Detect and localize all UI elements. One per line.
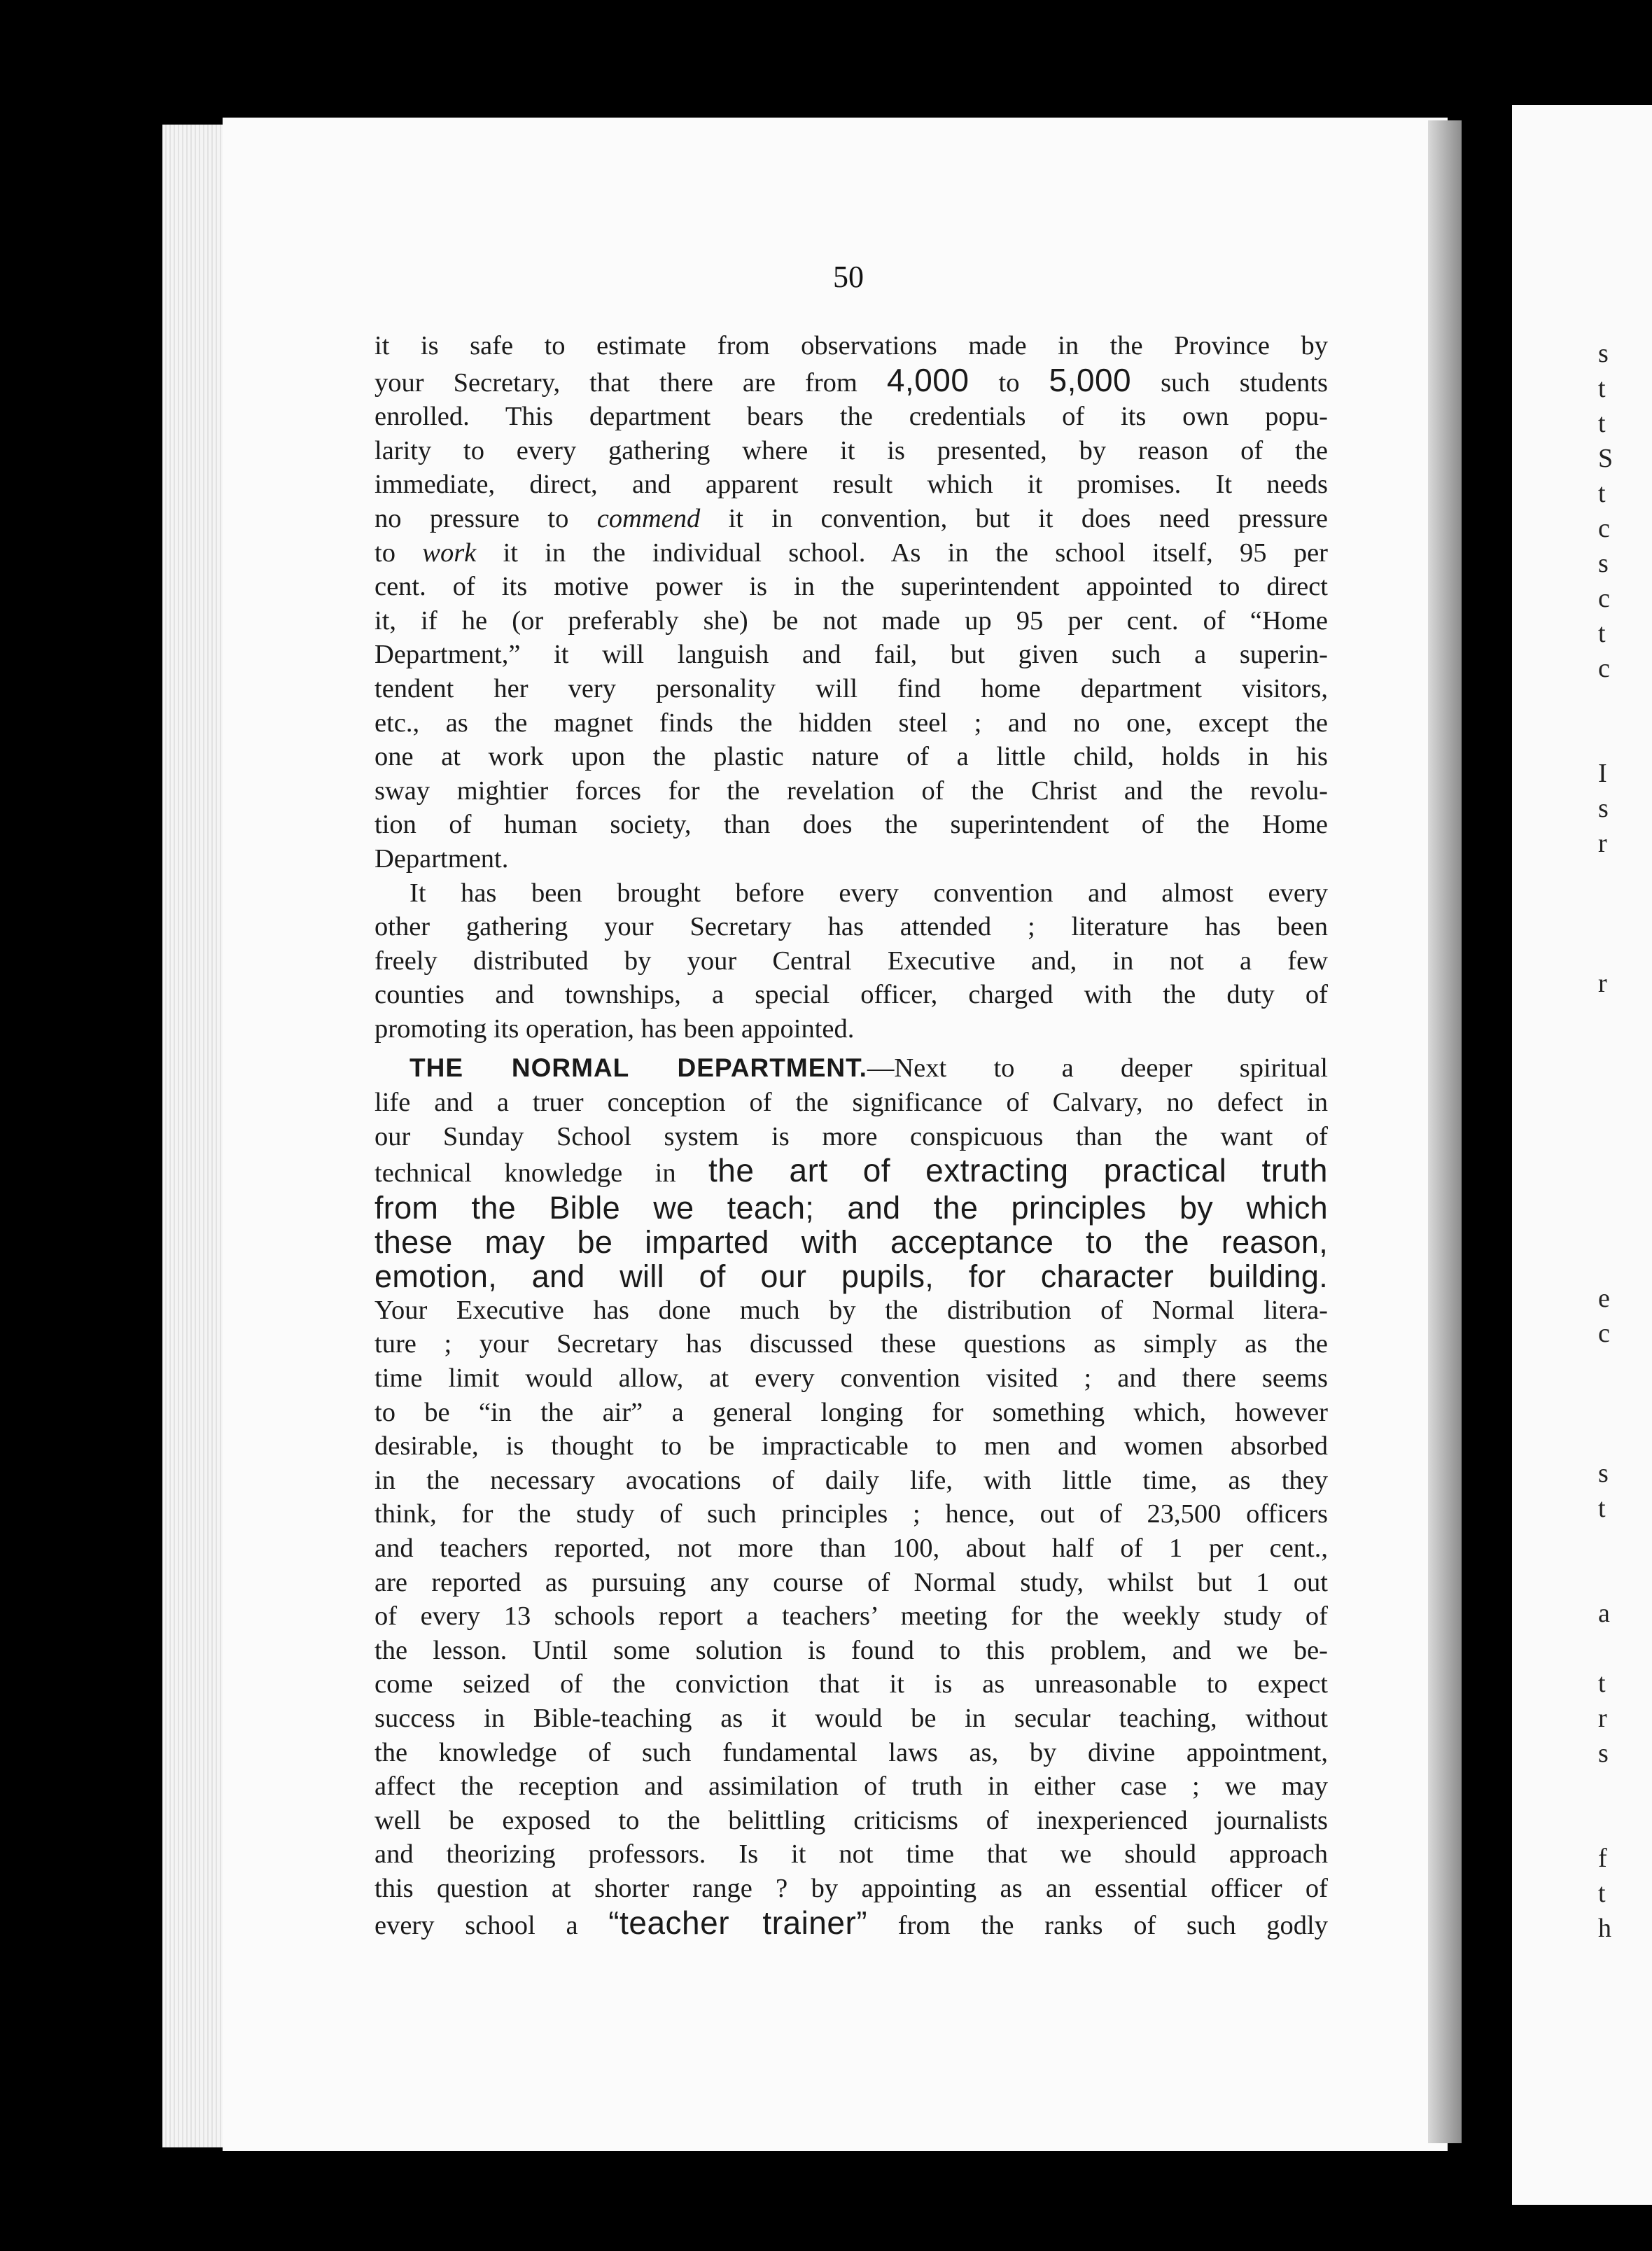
spine-shadow <box>1428 120 1462 2143</box>
text-line: Department,” it will languish and fail, but given such a superin- <box>374 640 1328 670</box>
text-line: are reported as pursuing any course of Normal study, whilst but 1 out <box>374 1567 1328 1597</box>
text-line: affect the reception and assimilation of truth in either case ; we may <box>374 1772 1328 1802</box>
text-line: Your Executive has done much by the distribution of Normal litera- <box>374 1295 1328 1325</box>
text-line: other gathering your Secretary has attended ; literature has been <box>374 912 1328 942</box>
text-line: larity to every gathering where it is presented, by reason of the <box>374 435 1328 465</box>
enrollment-high-figure: 5,000 <box>1049 361 1132 398</box>
text-line: this question at shorter range ? by appointing as an essential officer of <box>374 1873 1328 1903</box>
teacher-trainer-phrase: “teacher trainer” <box>608 1904 868 1941</box>
text-line: come seized of the conviction that it is as unreasonable to expect <box>374 1669 1328 1699</box>
text-line: success in Bible-teaching as it would be in secular teaching, without <box>374 1703 1328 1733</box>
text-line: our Sunday School system is more conspicuous than the want of <box>374 1121 1328 1151</box>
body-text <box>374 329 1328 1942</box>
text-line: It has been brought before every convention and almost every <box>410 878 1328 908</box>
italic-word: commend <box>596 503 701 533</box>
text-line: in the necessary avocations of daily life, with little time, as they <box>374 1465 1328 1495</box>
text-line: well be exposed to the belittling criticisms of inexperienced journalists <box>374 1805 1328 1835</box>
text-line: the knowledge of such fundamental laws as, by divine appointment, <box>374 1737 1328 1767</box>
emphasis-line: these may be imparted with acceptance to the reason, <box>374 1223 1328 1260</box>
text-line: technical knowledge in the art of extracting practical truth <box>374 1152 1328 1189</box>
text-line: it is safe to estimate from observations made in the Province by <box>374 331 1328 360</box>
text-line: it, if he (or preferably she) be not made up 95 per cent. of “Home <box>374 605 1328 636</box>
text-line: etc., as the magnet finds the hidden steel ; and no one, except the <box>374 708 1328 738</box>
text-line: every school a “teacher trainer” from the ranks of such godly <box>374 1904 1328 1941</box>
text-line: time limit would allow, at every convention visited ; and there seems <box>374 1363 1328 1394</box>
text-line: cent. of its motive power is in the superintendent appointed to direct <box>374 572 1328 602</box>
emphasis-line: emotion, and will of our pupils, for character building. <box>374 1258 1328 1294</box>
section-heading: THE NORMAL DEPARTMENT. <box>410 1053 867 1083</box>
next-page-edge <box>1512 105 1652 2205</box>
italic-word: work <box>422 538 477 568</box>
text-line: ture ; your Secretary has discussed these questions as simply as the <box>374 1329 1328 1359</box>
text-line: counties and townships, a special officer, charged with the duty of <box>374 980 1328 1010</box>
next-page-fragment: s t t S t c s c t c I s r r e c s t a t r s f t h <box>1598 339 1614 1943</box>
text-line: promoting its operation, has been appointed. <box>374 1014 855 1044</box>
text-line: of every 13 schools report a teachers’ meeting for the weekly study of <box>374 1601 1328 1632</box>
section-heading-line: THE NORMAL DEPARTMENT.—Next to a deeper spiritual <box>410 1053 1328 1084</box>
text-line: immediate, direct, and apparent result which it promises. It needs <box>374 470 1328 500</box>
text-line: your Secretary, that there are from 4,000 to 5,000 such students <box>374 361 1328 398</box>
text-line: freely distributed by your Central Executive and, in not a few <box>374 946 1328 976</box>
text-line: to be “in the air” a general longing for something which, however <box>374 1397 1328 1427</box>
text-line: to work it in the individual school. As in the school itself, 95 per <box>374 538 1328 568</box>
text-line: one at work upon the plastic nature of a little child, holds in his <box>374 742 1328 772</box>
enrollment-low-figure: 4,000 <box>886 361 969 398</box>
text-line: and theorizing professors. Is it not time that we should approach <box>374 1839 1328 1870</box>
emphasis-phrase: the art of extracting practical truth <box>708 1152 1328 1189</box>
text-line: think, for the study of such principles ; hence, out of 23,500 officers <box>374 1499 1328 1529</box>
text-line: tendent her very personality will find home department visitors, <box>374 673 1328 703</box>
text-line: sway mightier forces for the revelation of the Christ and the revolu- <box>374 776 1328 806</box>
text-line: and teachers reported, not more than 100, about half of 1 per cent., <box>374 1534 1328 1563</box>
emphasis-line: from the Bible we teach; and the principles by which <box>374 1189 1328 1226</box>
text-line: life and a truer conception of the significance of Calvary, no defect in <box>374 1088 1328 1118</box>
text-line: no pressure to commend it in convention, but it does need pressure <box>374 503 1328 533</box>
page-number: 50 <box>833 260 864 294</box>
text-line: enrolled. This department bears the credentials of its own popu- <box>374 402 1328 432</box>
text-line: tion of human society, than does the superintendent of the Home <box>374 810 1328 840</box>
text-line: Department. <box>374 843 509 874</box>
text-line: desirable, is thought to be impracticable to men and women absorbed <box>374 1431 1328 1461</box>
text-line: the lesson. Until some solution is found to this problem, and we be- <box>374 1635 1328 1665</box>
